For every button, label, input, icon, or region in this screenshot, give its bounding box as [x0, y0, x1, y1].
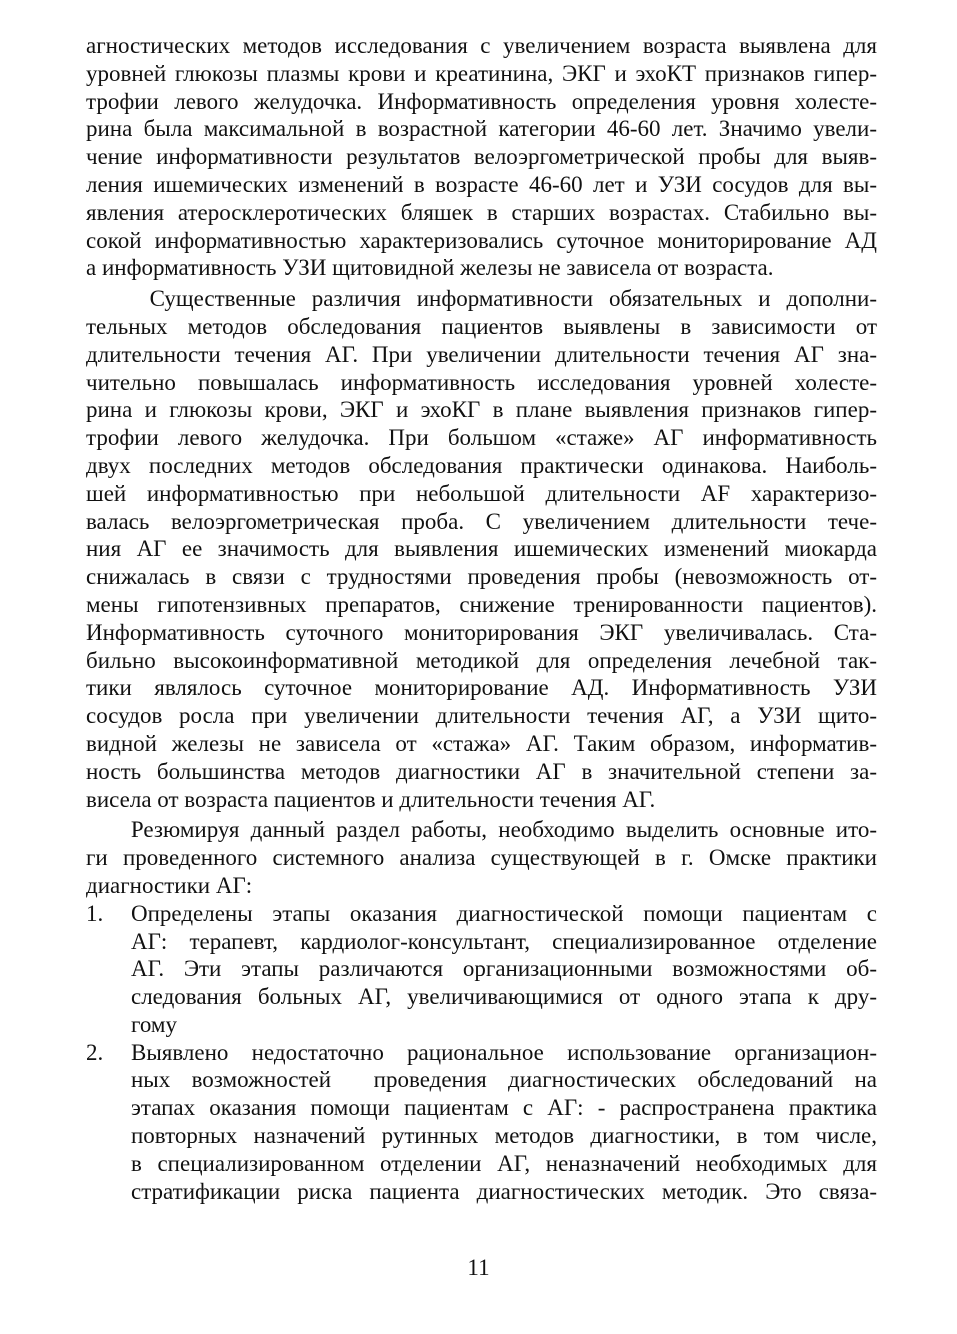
text-line: мены гипотензивных препаратов, снижение тренированности пациентов). — [86, 591, 877, 617]
paragraph — [86, 285, 877, 813]
text-line: Определены этапы оказания диагностической помощи пациентам с — [131, 900, 877, 926]
text-line: АГ. Эти этапы различаются организационными возможностями об- — [131, 956, 877, 982]
text-line: рина была максимальной в возрастной категории 46-60 лет. Значимо увели- — [86, 116, 877, 142]
text-line: сокой информативностью характеризовались суточное мониторирование АД — [86, 227, 877, 253]
text-line: чение информативности результатов велоэргометрической пробы для выяв- — [86, 144, 877, 170]
text-line: Информативность суточного мониторирования ЭКГ увеличивалась. Ста- — [86, 619, 877, 645]
text-line: видной железы не зависела от «стажа» АГ. Таким образом, информатив- — [86, 730, 877, 756]
text-line: трофии левого желудочка. Информативность определения уровня холесте- — [86, 88, 877, 114]
text-line: гому — [131, 1011, 177, 1037]
paragraph — [86, 32, 877, 282]
text-line: двух последних методов обследования практически одинакова. Наиболь- — [86, 452, 877, 478]
text-line: тики являлось суточное мониторирование АД. Информативность УЗИ — [86, 675, 877, 701]
list-number: 2. — [86, 1039, 104, 1065]
text-line: длительности течения АГ. При увеличении длительности течения АГ зна- — [86, 341, 877, 367]
text-line: АГ: терапевт, кардиолог-консультант, специализированное отделение — [131, 928, 877, 954]
text-line: Резюмируя данный раздел работы, необходимо выделить основные ито- — [86, 817, 877, 843]
body-text — [86, 32, 877, 1205]
text-line: ги проведенного системного анализа существующей в г. Омске практики — [86, 845, 877, 871]
text-line: валась велоэргометрическая проба. С увеличением длительности тече- — [86, 508, 877, 534]
text-line: шей информативностью при небольшой длительности АF характеризо- — [86, 480, 877, 506]
text-line: в специализированном отделении АГ, неназначений необходимых для — [131, 1150, 877, 1176]
text-line: сосудов росла при увеличении длительности течения АГ, а УЗИ щито- — [86, 703, 877, 729]
text-line: повторных назначений рутинных методов диагностики, в том числе, — [131, 1123, 877, 1149]
text-line: диагностики АГ: — [86, 872, 253, 898]
text-line: ния АГ ее значимость для выявления ишемических изменений миокарда — [86, 536, 877, 562]
text-line: бильно высокоинформативной методикой для определения лечебной так- — [86, 647, 877, 673]
text-line: ность большинства методов диагностики АГ в значительной степени за- — [86, 758, 877, 784]
paragraph — [86, 816, 877, 899]
list-item — [86, 900, 877, 1039]
text-line: Существенные различия информативности обязательных и дополни- — [86, 286, 877, 312]
text-line: Выявлено недостаточно рациональное использование организацион- — [131, 1039, 877, 1065]
text-line: а информативность УЗИ щитовидной железы не зависела от возраста. — [86, 255, 774, 281]
text-line: агностических методов исследования с увеличением возраста выявлена для — [86, 33, 877, 58]
text-line: снижалась в связи с трудностями проведения пробы (невозможность от- — [86, 564, 877, 590]
text-line: чительно повышалась информативность исследования уровней холесте- — [86, 369, 877, 395]
text-line: уровней глюкозы плазмы крови и креатинина, ЭКГ и эхоКТ признаков гипер- — [86, 60, 877, 86]
text-line: висела от возраста пациентов и длительности течения АГ. — [86, 786, 656, 812]
text-line: трофии левого желудочка. При большом «стаже» АГ информативность — [86, 425, 877, 451]
text-line: этапах оказания помощи пациентам с АГ: - распространена практика — [131, 1095, 877, 1121]
text-line: ления ишемических изменений в возрасте 46-60 лет и УЗИ сосудов для вы- — [86, 171, 877, 197]
text-line: ных возможностей проведения диагностических обследований на — [131, 1067, 877, 1093]
text-line: рина и глюкозы крови, ЭКГ и эхоКГ в плане выявления признаков гипер- — [86, 397, 877, 423]
text-line: явления атеросклеротических бляшек в старших возрастах. Стабильно вы- — [86, 199, 877, 225]
text-line: стратификации риска пациента диагностических методик. Это связа- — [131, 1178, 877, 1204]
list-item — [86, 1039, 877, 1206]
text-line: тельных методов обследования пациентов выявлены в зависимости от — [86, 313, 877, 339]
page-number: 11 — [467, 1255, 490, 1280]
list-number: 1. — [86, 900, 104, 926]
text-line: следования больных АГ, увеличивающимися от одного этапа к дру- — [131, 984, 877, 1010]
